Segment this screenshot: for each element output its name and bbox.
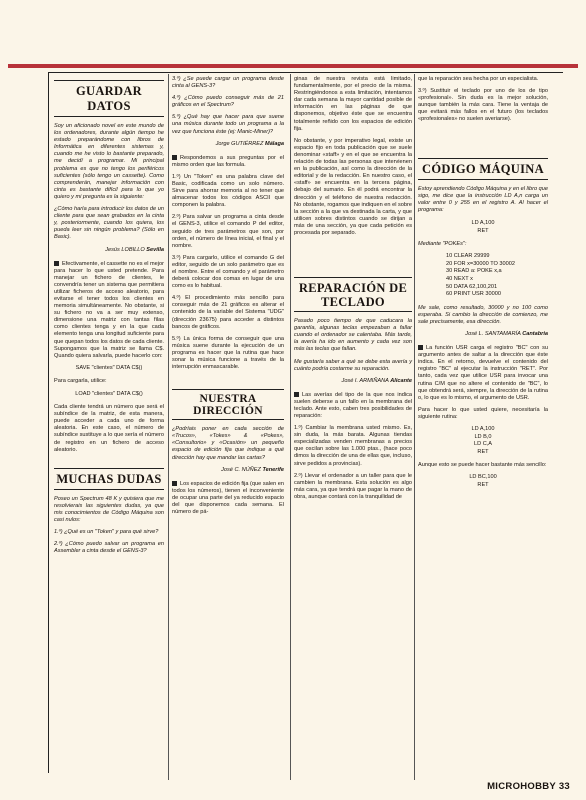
code-line: SAVE "clientes" DATA C$() <box>75 364 143 371</box>
letter-text: 1.º) ¿Qué es un "Token" y para qué sirve? <box>54 529 159 536</box>
code-block: LD A,100 LD B,0 LD C,A RET <box>471 426 495 455</box>
section-heading-guardar-datos: GUARDAR DATOS <box>54 80 164 117</box>
letter-signature: Jorge GUTIÉRREZ Málaga <box>215 140 284 147</box>
answer-bullet-icon <box>172 155 177 160</box>
column-rule <box>414 74 415 780</box>
answer-text: Para cargarla, utilice: <box>54 378 107 385</box>
letter-text: Soy un aficionado novel en este mundo de los ordenadores, durante algún tiempo he estado preparándome con libros de Informática en diferentes sistemas y, cuando me he visto lo bastante preparado, me decidí a programar. Mi principal problema es que no tengo los periféricos suficientes (sólo tengo un cassette). Como comprenderán, manejar información con cinta es bastante difícil para lo que yo quiero y mi pregunta es la siguiente: <box>54 123 164 200</box>
letter-text: Poseo un Spectrum 48 K y quisiera que me resolvierais las siguientes dudas, ya que mis conocimientos de Código Máquina son casi nulos: <box>54 495 164 524</box>
letter-signature: José I. ARMIÑANA Alicante <box>341 377 412 384</box>
letter-text: 2.º) ¿Cómo puedo salvar un programa en Assembler a cinta desde el GENS-3? <box>54 541 164 555</box>
code-block: LD A,100 RET <box>471 219 495 234</box>
answer-text: 1.º) Un "Token" es una palabra clave del Basic, codificada como un solo número. Sirve para ahorrar memoria al no tener que almacenar todos los códigos ASCII que componen la palabra. <box>172 173 284 209</box>
section-heading-codigo-maquina: CÓDIGO MÁQUINA <box>418 158 548 180</box>
answer-text: 5.º) La única forma de conseguir que una música suene durante la ejecución de un programa es hacer que la rutina que hace sonar la música funcione a través de la interrupción enmascarable. <box>172 335 284 371</box>
answer-bullet-icon <box>172 481 177 486</box>
answer-text: 2.º) Para salvar un programa a cinta desde el GENS-3, utilice el comando P del editor, seguido de tres parámetros que son, por orden, el número de línea inicial, el final y el nombre. <box>172 214 284 249</box>
letter-text: Pasado poco tiempo de que caducara la garantía, algunas teclas empezaban a fallar cuando el ordenador se calentaba. Más tarde, la avería ha ido en aumento y cada vez son más las teclas que fallan. <box>294 318 412 353</box>
answer-text: Respondemos a sus preguntas por el mismo orden que las formula. <box>172 154 284 168</box>
letter-text: Me gustaría saber a qué se debe esta avería y cuánto podría costarme su reparación. <box>294 358 412 372</box>
section-heading-reparacion-teclado: REPARACIÓN DE TECLADO <box>294 277 412 312</box>
section-heading-nuestra-direccion: NUESTRA DIRECCIÓN <box>172 389 284 420</box>
letter-text: ¿Cómo haría para introducir los datos de un cliente para que sean grabados en la cinta y, posteriormente, cuando los quiera, los pueda leer sin ningún problema? (Sólo en Basic). <box>54 206 164 241</box>
answer-text: que la reparación sea hecha por un especialista. <box>418 76 539 82</box>
column-rule <box>290 74 291 780</box>
answer-text: ginas de nuestra revista está limitado, fundamentalmente, por el precio de la misma. Restringiéndonos a esta limitación, intentamos dar cada semana la mayor cantidad posible de información en las páginas de que disponemos, objetivo éste que se encuentra totalmente reñido con los espacios de edición fija. <box>294 76 412 132</box>
answer-text: 1.º) Cambiar la membrana usted mismo. Es, sin duda, la más barata. Algunas tiendas especializadas venden membranas a precios que oscilan sobre las 1.000 ptas., (hace poco dimos la dirección de una de ellas que, incluso, sirve pedidos a provincias). <box>294 425 412 467</box>
code-block: LD BC,100 RET <box>469 474 497 489</box>
section-heading-muchas-dudas: MUCHAS DUDAS <box>54 468 164 490</box>
answer-text: 2.º) Llevar el ordenador a un taller para que le cambien la membrana. Esta solución es algo más cara, ya que tendrá que pagar la mano de obra, aunque contará con la tranquilidad de <box>294 472 412 500</box>
answer-text: La función USR carga el registro "BC" con su argumento antes de saltar a la dirección que éste indica. En el retorno, devuelve el contenido del registro "BC" al ejecutar la instrucción "RET". Por tanto, cada vez que utilice USR para invocar una rutina C/M que no altere el contenido de "BC", lo que obtendrá será, siempre, la dirección de la rutina o, lo que es lo mismo, el argumento de USR. <box>418 345 548 401</box>
answer-text: Efectivamente, el cassette no es el mejor para hacer lo que usted pretende. Para manejar un fichero de clientes, le convendría tener un sistema que permitiera utilizar ficheros de acceso aleatorio, para evitarse el tener todos los clientes en memoria simultáneamente. No obstante, si su fichero no va a ser muy extenso, dimensione una matriz con tantas filas como clientes tenga y en la que cada elemento tenga una longitud suficiente para que quepan todos los datos de cada cliente. Supongamos que la matriz se llama C$. Quando quiera salvarla, puede hacerlo con: <box>54 260 164 359</box>
letter-text: Me sale, como resultado, 30000 y no 100 como esperaba. Si cambio la dirección de comienzo, me sale precisamente, esa dirección. <box>418 304 548 325</box>
answer-text: No obstante, y por imperativo legal, existe un espacio fijo en toda publicación que se suele denominar «staff» y en el que se encuentra la relación de todas las personas que intervienen en la publicación, así como la dirección de la editorial y de la redacción. En nuestro caso, el «staff» se encuentra en la tercera página, debajo del sumario. En él podrá encontrar la dirección y el teléfono de nuestra redacción. No obstante, rogamos que indiquen en el sobre la sección a la que va destinada la carta, y que utilicen sobres distintos cuando se dirijan a más de una sección, ya que cada petición es procesada por separado. <box>294 137 412 236</box>
answer-text: Los espacios de edición fija (que salen en todos los números), tienen el inconveniente de ocupar una parte del ya reducido espacio del que disponemos cada semana. El número de pá- <box>172 480 284 516</box>
letter-text: ¿Podríais poner en cada sección de «Trucos», «Tokes» & «Pokes», «Consultorio» y «Ocasión» un pequeño espacio de edición fija que indique a qué dirección hay que mandar las cartas? <box>172 426 284 461</box>
letter-signature: José C. NÚÑEZ Tenerife <box>221 466 284 473</box>
answer-text: Para hacer lo que usted quiere, necesitaría la siguiente rutina: <box>418 406 548 420</box>
code-block: 10 CLEAR 29999 20 FOR x=30000 TO 30002 30 READ a: POKE x,a 40 NEXT x 50 DATA 62,100,201 60 PRINT USR 30000 <box>446 253 515 298</box>
answer-bullet-icon <box>418 345 423 350</box>
column-4 <box>418 76 548 496</box>
answer-text: 3.º) Sustituir el teclado por uno de los de tipo «profesional». Sin duda es la mejor solución, aunque también la más cara. Tiene la ventaja de que evitará más fallos en el futuro (los teclados «profesionales» no suelen averiarse). <box>418 88 548 123</box>
letter-text: 3.º) ¿Se puede cargar un programa desde cinta al GENS-3? <box>172 76 284 90</box>
answer-text: 3.º) Para cargarlo, utilice el comando G del editor, seguido de un solo parámetro que es el nombre. Entre el comando y el parámetro deberá colocar dos comas en lugar de una como es lo habitual. <box>172 254 284 290</box>
column-2 <box>172 76 284 521</box>
column-rule <box>168 74 169 780</box>
letter-text: Mediante "POKEs": <box>418 241 467 248</box>
answer-text: Las averías del tipo de la que nos indica suelen deberse a un fallo en la membrana del teclado. Ante esto, caben tres posibilidades de reparación: <box>294 391 412 419</box>
letter-signature: José L. SANTAMARÍA Cantabria <box>465 331 548 338</box>
letter-text: 4.º) ¿Cómo puedo conseguir más de 21 gráficos en el Spectrum? <box>172 95 284 109</box>
answer-text: Cada cliente tendrá un número que será el subíndice de la matriz, de esta manera, puede acceder a cada uno de forma aleatoria. En este caso, el número de subíndice sustituye a lo que sería el número de registro en un fichero de acceso aleatorio. <box>54 404 164 453</box>
letter-text: 5.º) ¿Qué hay que hacer para que suene una música durante todo un programa a la vez que funciona éste (ej: Manic-Miner)? <box>172 114 284 135</box>
code-line: LOAD "clientes" DATA C$() <box>75 390 143 397</box>
top-color-bar <box>8 64 578 68</box>
answer-text: 4.º) El procedimiento más sencillo para conseguir más de 21 gráficos es alterar el contenido de la variable del Sistema "UDG" (dirección 23675) para acceder a distintos bancos de gráficos. <box>172 295 284 330</box>
column-1 <box>54 76 164 560</box>
answer-bullet-icon <box>294 392 299 397</box>
letter-text: Estoy aprendiendo Código Máquina y en el libro que sigo, me dice que la instrucción LD A,n carga un valor entre 0 y 255 en el registro A. Al hacer el programa: <box>418 185 548 213</box>
answer-bullet-icon <box>54 261 59 266</box>
column-3 <box>294 76 412 506</box>
letter-signature: Jesús LOBILLO Sevilla <box>105 246 164 253</box>
answer-text: Aunque esto se puede hacer bastante más sencillo: <box>418 462 547 469</box>
page-footer-folio: MICROHOBBY 33 <box>487 781 570 792</box>
